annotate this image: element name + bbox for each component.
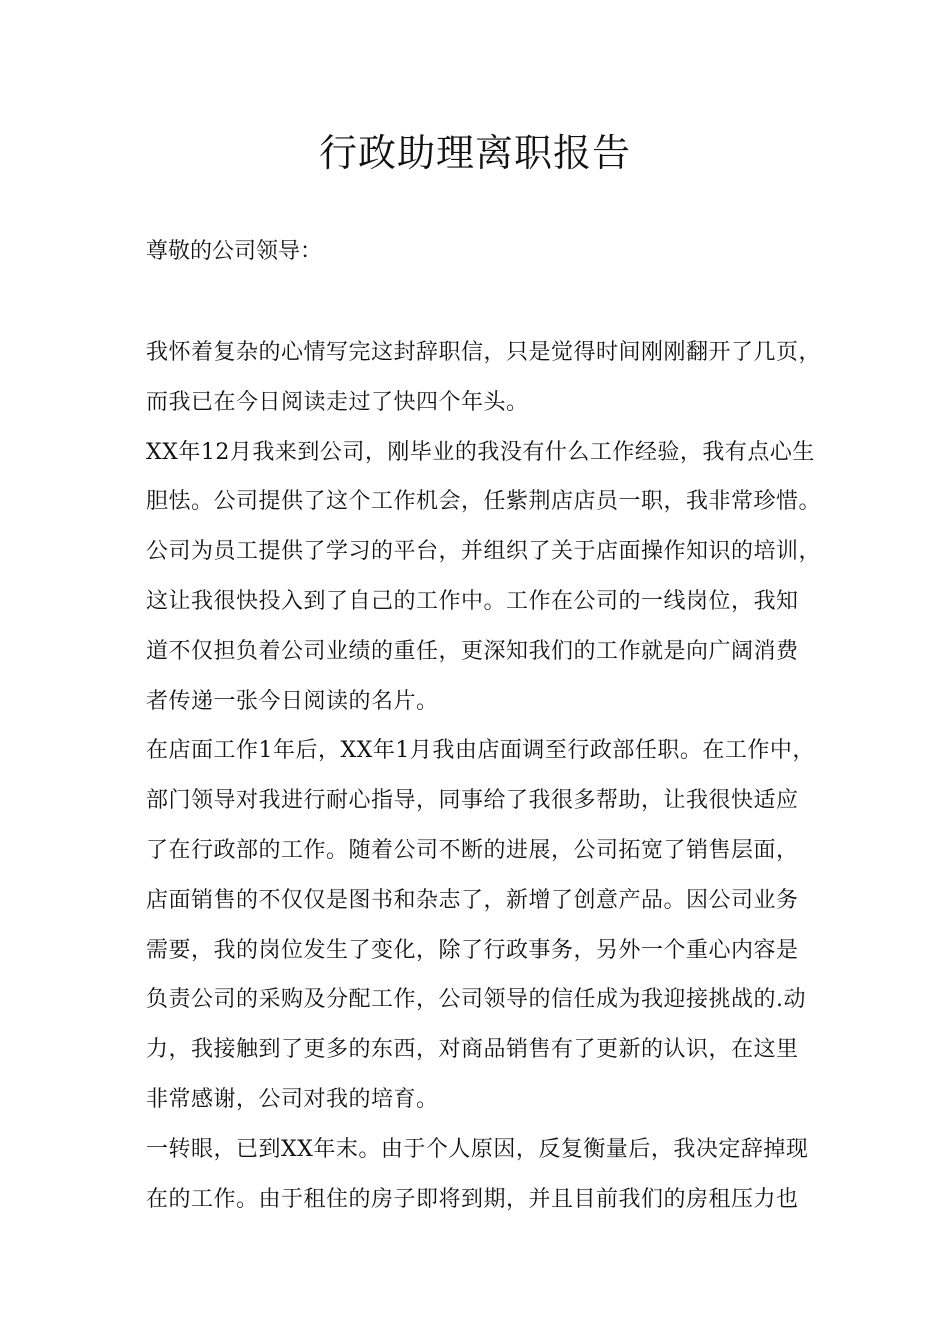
body-line: 公司为员工提供了学习的平台，并组织了关于店面操作知识的培训，: [146, 539, 822, 565]
body-line: 在店面工作1年后，XX年1月我由店面调至行政部任职。在工作中，: [146, 738, 815, 764]
body-line: 负责公司的采购及分配工作，公司领导的信任成为我迎接挑战的.动: [146, 987, 806, 1013]
letter-body: [146, 328, 826, 1224]
body-line: 道不仅担负着公司业绩的重任，更深知我们的工作就是向广阔消费: [146, 638, 799, 664]
body-line: 需要，我的岗位发生了变化，除了行政事务，另外一个重心内容是: [146, 937, 799, 963]
body-line: 这让我很快投入到了自己的工作中。工作在公司的一线岗位，我知: [146, 588, 799, 614]
salutation: 尊敬的公司领导：: [146, 239, 323, 264]
body-line: 了在行政部的工作。随着公司不断的进展，公司拓宽了销售层面，: [146, 837, 799, 863]
body-line: 在的工作。由于租住的房子即将到期，并且目前我们的房租压力也: [146, 1186, 799, 1212]
body-line: 部门领导对我进行耐心指导，同事给了我很多帮助，让我很快适应: [146, 788, 799, 814]
body-line: 胆怯。公司提供了这个工作机会，任紫荆店店员一职，我非常珍惜。: [146, 489, 822, 515]
body-line: 店面销售的不仅仅是图书和杂志了，新增了创意产品。因公司业务: [146, 887, 799, 913]
body-line: 力，我接触到了更多的东西，对商品销售有了更新的认识，在这里: [146, 1037, 799, 1063]
body-line: 我怀着复杂的心情写完这封辞职信，只是觉得时间刚刚翻开了几页，: [146, 340, 822, 365]
body-line: 非常感谢，公司对我的培育。: [146, 1086, 439, 1112]
body-line: XX年12月我来到公司，刚毕业的我没有什么工作经验，我有点心生: [146, 439, 815, 465]
body-line: 者传递一张今日阅读的名片。: [146, 688, 439, 714]
document-title: 行政助理离职报告: [318, 131, 631, 175]
body-line: 一转眼，已到XX年末。由于个人原因，反复衡量后，我决定辞掉现: [146, 1136, 809, 1162]
body-line: 而我已在今日阅读走过了快四个年头。: [146, 389, 529, 415]
